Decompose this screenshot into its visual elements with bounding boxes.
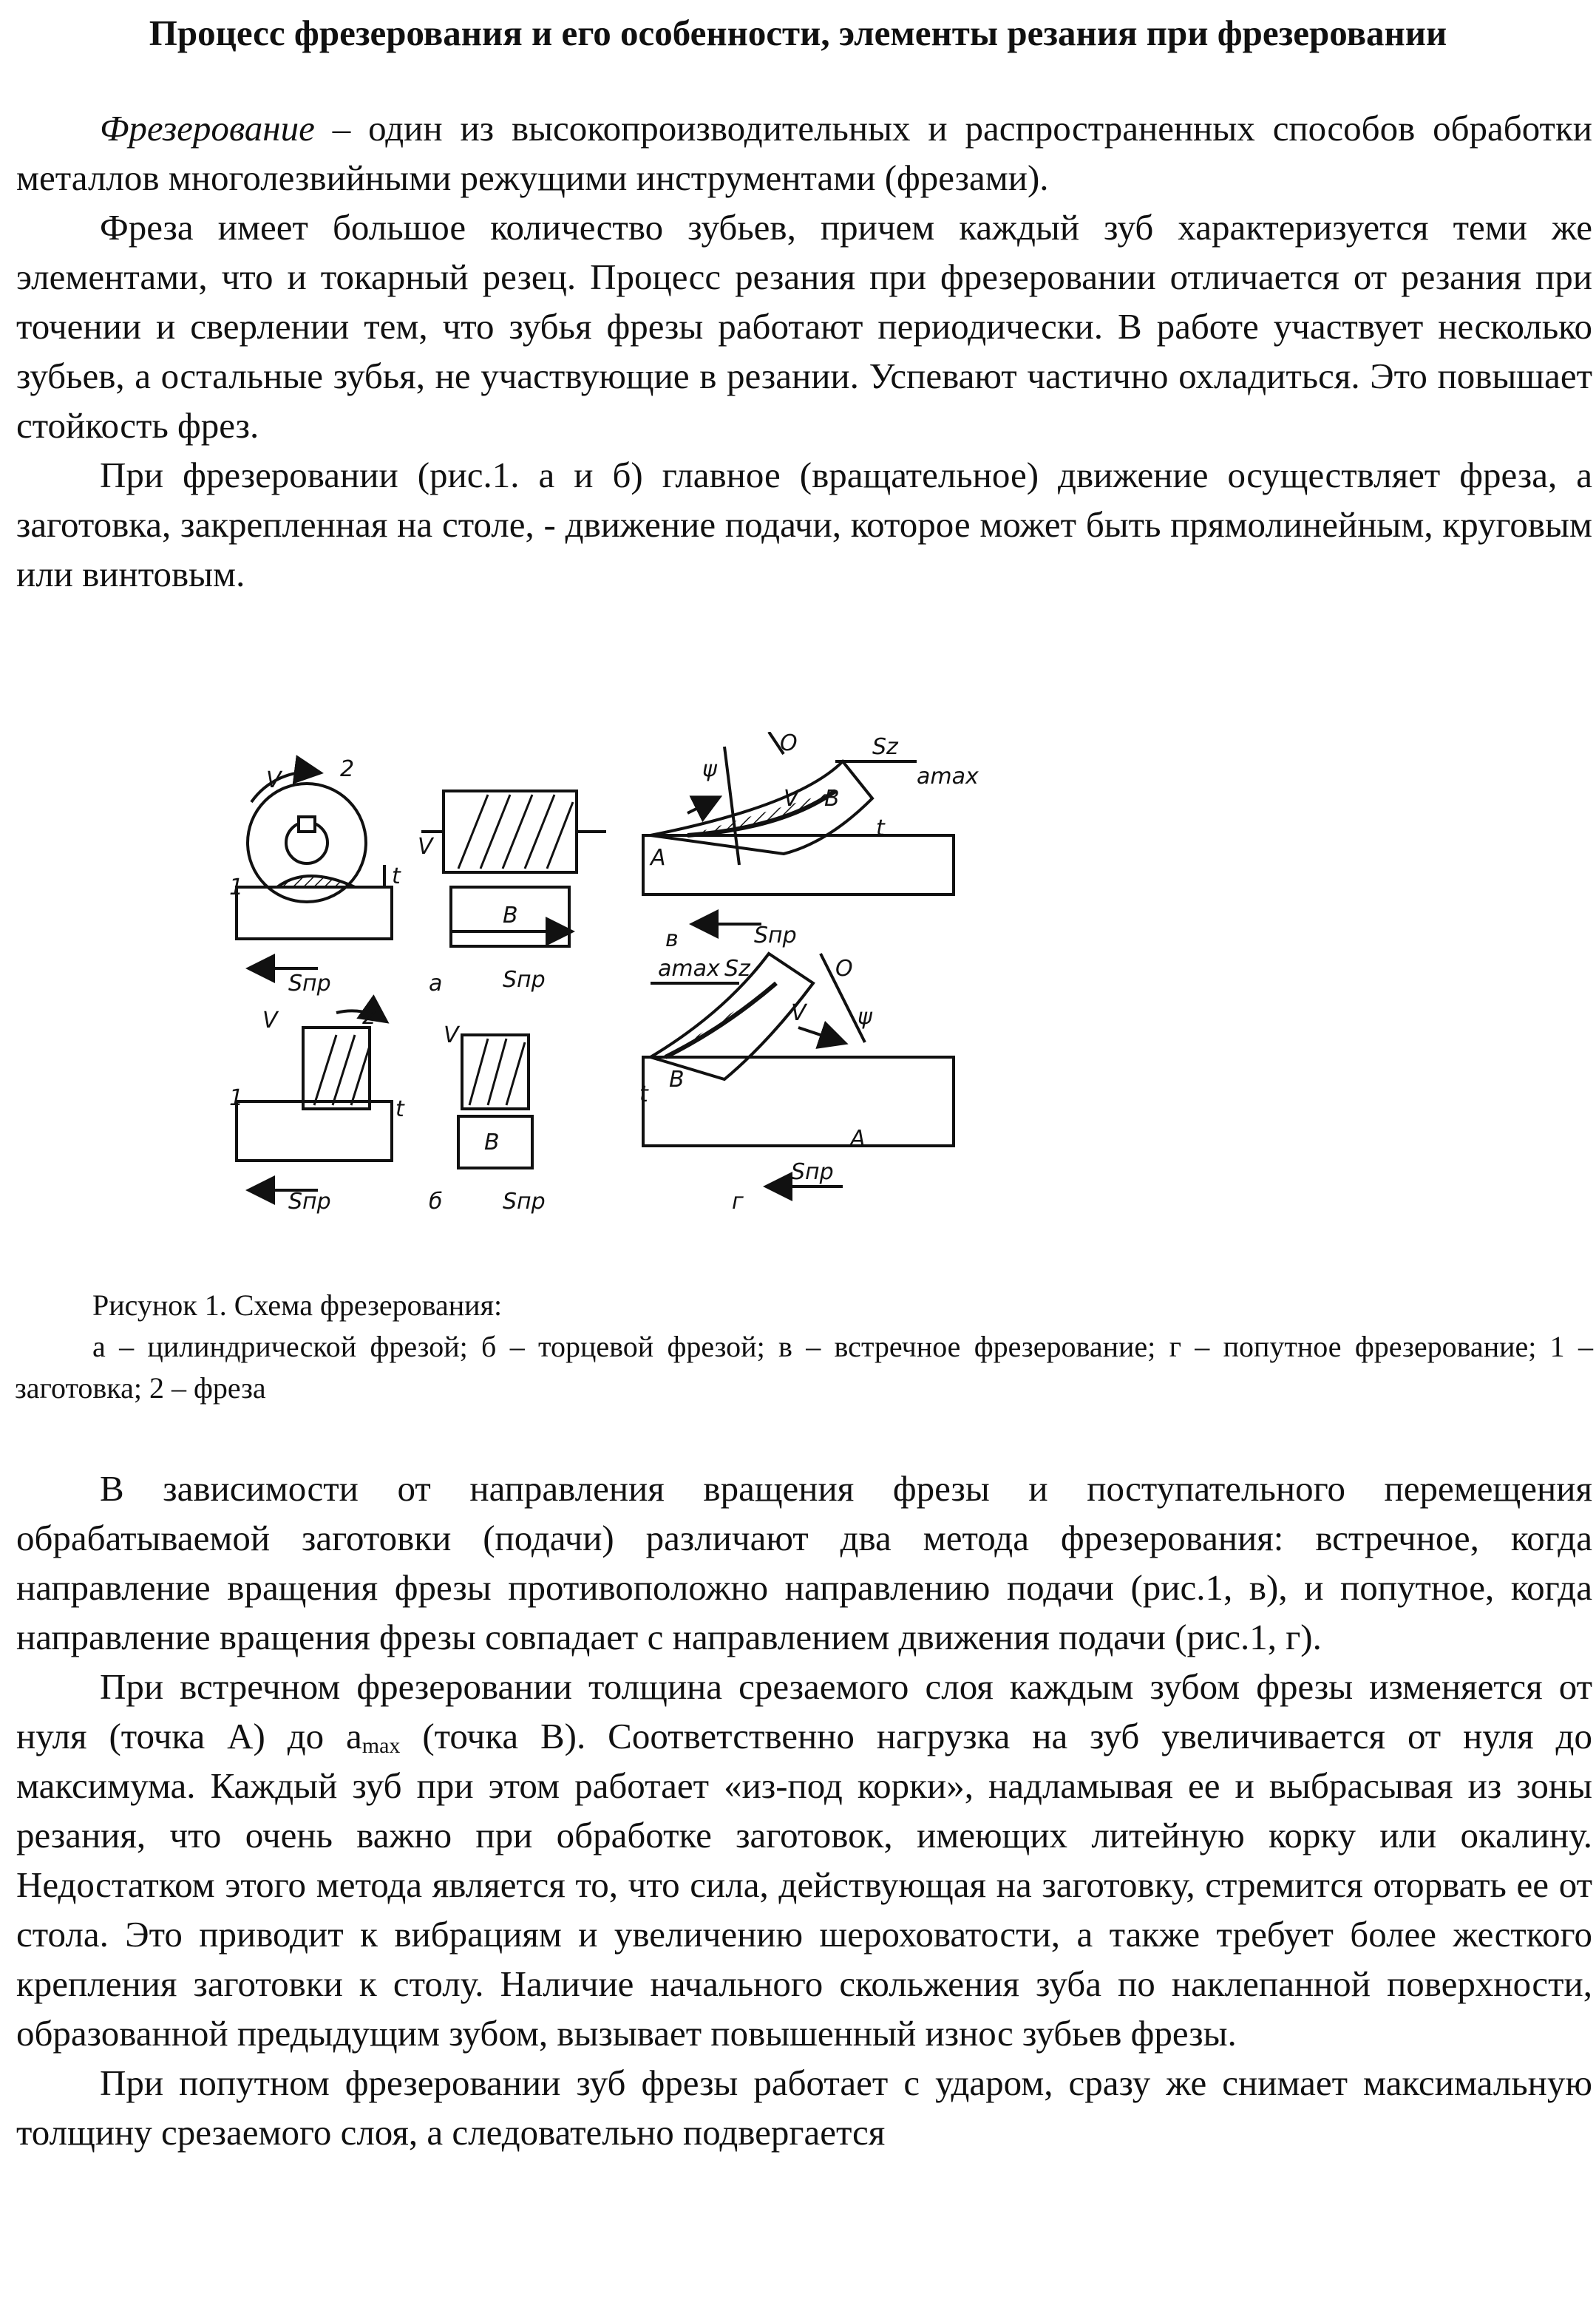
label-t-d: t [639,1082,648,1107]
label-s-pr-b2: Sпр [503,1189,546,1215]
label-v-d: V [791,1000,807,1026]
label-a-max-d: amax [658,956,720,982]
label-t-c: t [876,815,885,841]
label-b: б [429,1189,443,1215]
label-psi: ψ [702,756,717,782]
label-s-pr-b: Sпр [288,1189,331,1215]
label-a-max: amax [917,764,979,790]
label-b-width-a: B [503,903,518,928]
paragraph-up-milling [16,1662,1592,2058]
label-s-pr-d: Sпр [791,1159,834,1185]
label-one-b: 1 [229,1085,244,1111]
body-text [16,1464,1592,2157]
label-o-d: O [835,956,853,982]
label-point-a: A [651,845,666,871]
label-v-letter: в [665,926,679,952]
term-milling: Фрезерование [100,108,315,149]
paragraph-down-milling: При попутном фрезеровании зуб фрезы работает с ударом, сразу же снимает максимальную толщину срезаемого слоя, а следовательно подвергается [16,2062,1592,2153]
document-title: Процесс фрезерования и его особенности, элементы резания при фрезеровании [149,13,1447,53]
label-point-b: B [824,786,840,812]
figure-caption [15,1285,1593,1409]
label-v-b: V [262,1008,278,1033]
definition-text: – один из высокопроизводительных и распространенных способов обработки металлов многолезвийными режущими инструментами (фрезами). [16,108,1592,198]
label-point-a-d: A [850,1126,866,1152]
label-g: г [732,1189,744,1215]
paragraph-methods: В зависимости от направления вращения фрезы и поступательного перемещения обрабатываемой заготовки (подачи) различают два метода фрезерования: встречное, когда направление вращения фрезы противоположно направлению подачи (рис.1, в), и попутное, когда направление вращения фрезы совпадает с направлением движения подачи (рис.1, г). [16,1468,1592,1657]
diagram-v-up-milling [643,732,979,952]
label-s-pr-a2: Sпр [503,967,546,993]
label-v-a2: V [418,834,433,860]
label-two: 2 [340,756,355,782]
label-psi-d: ψ [858,1004,872,1030]
label-t: t [392,863,401,889]
label-s-pr: Sпр [288,971,331,996]
paragraph-main-motion: При фрезеровании (рис.1. а и б) главное (вращательное) движение осуществляет фреза, а заготовка, закрепленная на столе, - движение подачи, которое может быть прямолинейным, круговым или винтовым. [16,455,1592,594]
label-s-z: Sz [872,734,898,760]
intro-text [16,103,1592,599]
label-a: а [429,971,443,996]
up-milling-text-start: При встречном фрезеровании толщина срезаемого слоя каждым зубом фрезы изменяется от нуля (точка А) до a [16,1666,1592,1756]
label-point-b-d: B [669,1067,685,1093]
label-o: O [780,732,798,756]
amax-subscript: max [361,1734,401,1758]
label-v-c: V [784,786,799,812]
label-t-b: t [395,1096,404,1122]
diagram-g-down-milling [639,954,954,1215]
milling-scheme-figure [207,732,1390,1249]
diagram-a-front [418,791,606,996]
label-v-b2: V [444,1022,459,1048]
label-two-b: 2 [362,1004,377,1030]
label-v: V [266,767,282,793]
caption-title: Рисунок 1. Схема фрезерования: [92,1288,503,1322]
caption-legend: а – цилиндрической фрезой; б – торцевой фрезой; в – встречное фрезерование; г – попутное фрезерование; 1 – заготовка; 2 – фреза [15,1330,1593,1405]
label-one: 1 [229,875,244,900]
diagram-b-side [229,1004,405,1215]
up-milling-text-rest: (точка В). Соответственно нагрузка на зуб увеличивается от нуля до максимума. Каждый зуб при этом работает «из-под корки», надламывая ее и выбрасывая из зоны резания, что очень важно при обработке заготовок, имеющих литейную корку или окалину. Недостатком этого метода является то, что сила, действующая на заготовку, стремится оторвать ее от стола. Это приводит к вибрациям и увеличению шероховатости, а также требует более жесткого крепления заготовки к столу. Наличие начального скольжения зуба по наклепанной поверхности, образованной предыдущим зубом, вызывает повышенный износ зубьев фрезы. [16,1716,1592,2054]
label-b-width-b: B [484,1130,500,1155]
paragraph-definition [16,103,1592,203]
label-s-z-d: Sz [724,956,750,982]
paragraph-cutter-teeth: Фреза имеет большое количество зубьев, причем каждый зуб характеризуется теми же элементами, что и токарный резец. Процесс резания при фрезеровании отличается от резания при точении и сверлении тем, что зубья фрезы работают периодически. В работе участвует несколько зубьев, а остальные зубья, не участвующие в резании. Успевают частично охладиться. Это повышает стойкость фрез. [16,207,1592,446]
diagram-a-side [229,756,401,996]
diagram-b-front [429,1022,546,1215]
label-s-pr-c: Sпр [754,923,797,948]
